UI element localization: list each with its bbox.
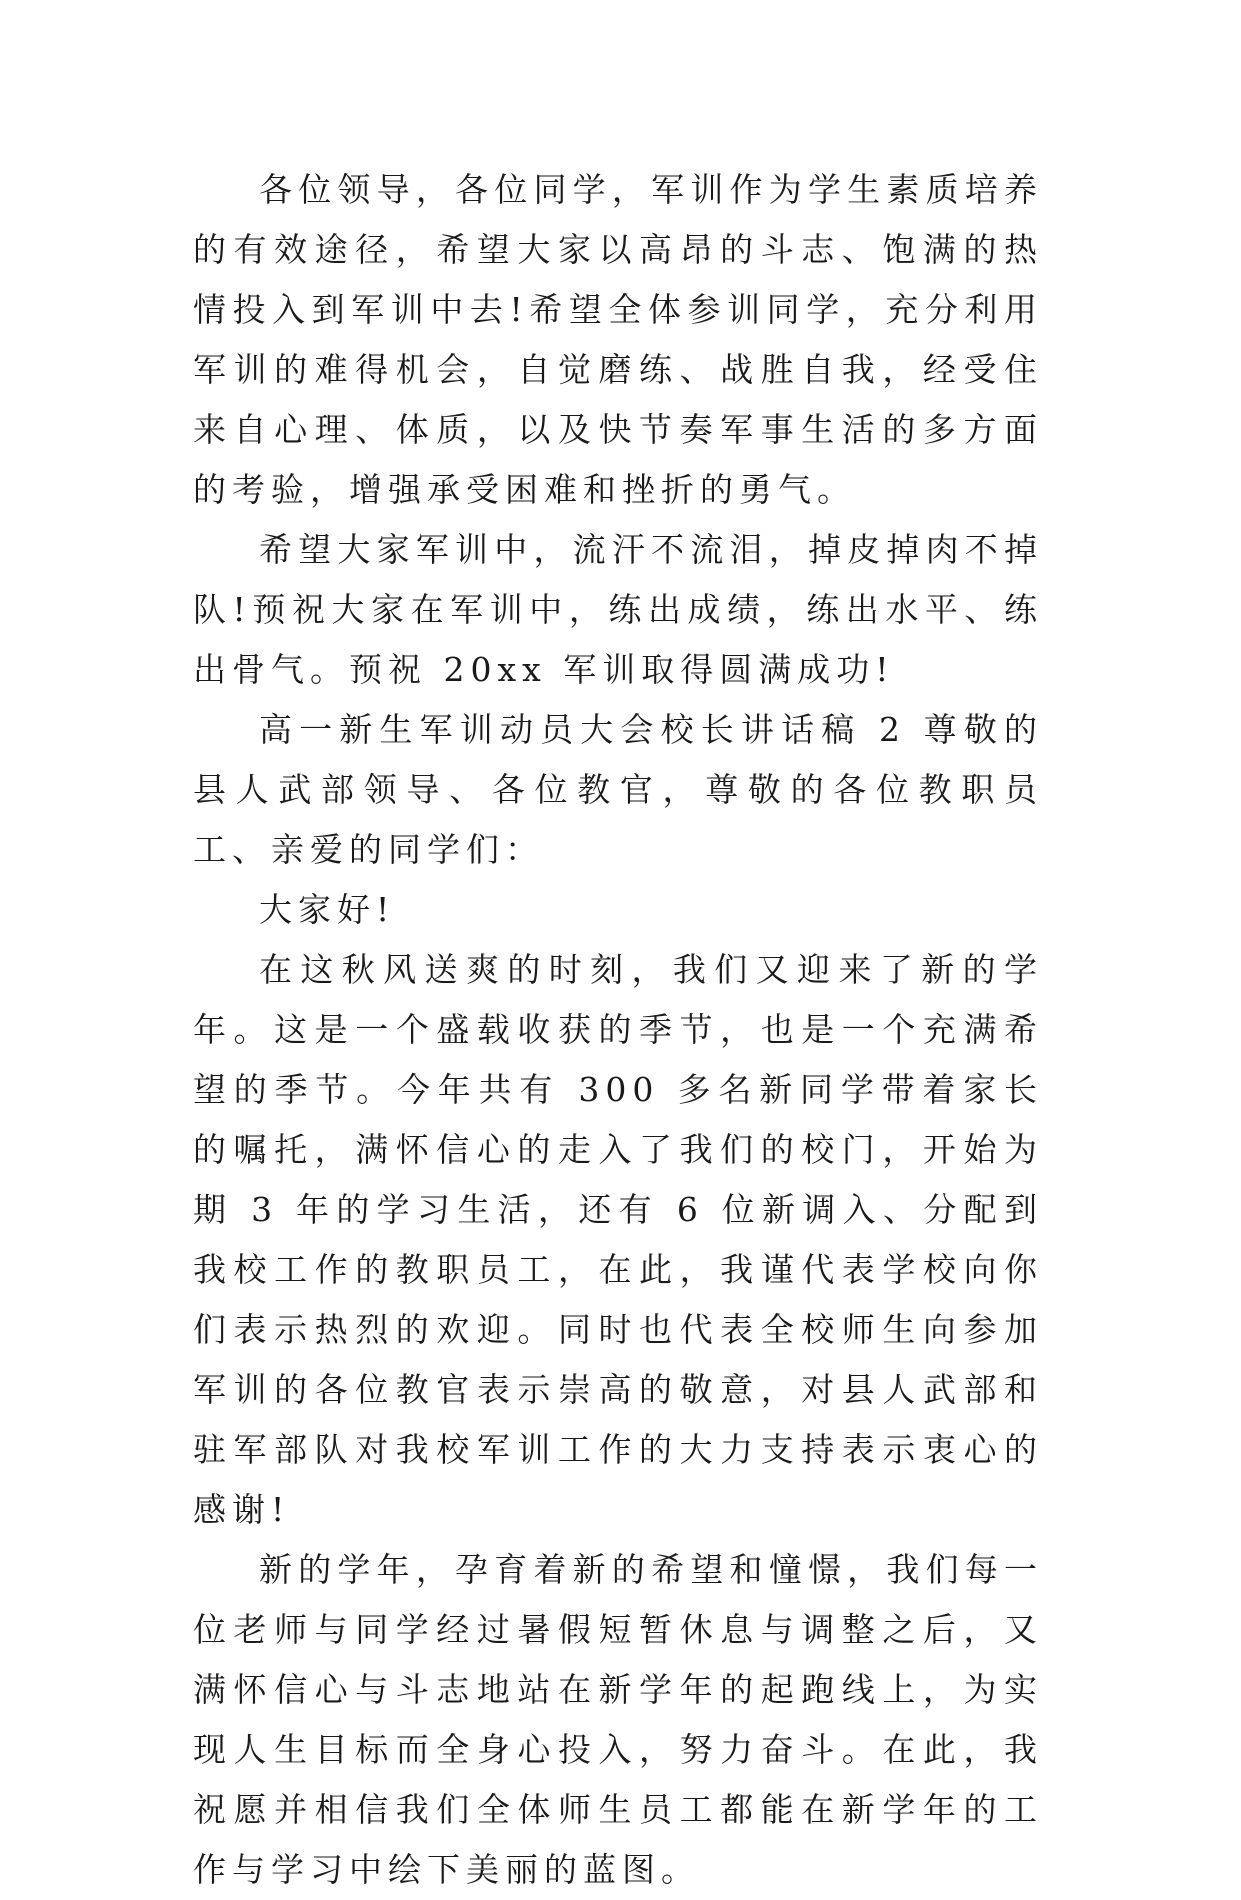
paragraph-speech-title-salutation: 高一新生军训动员大会校长讲话稿 2 尊敬的县人武部领导、各位教官，尊敬的各位教职员工、亲爱的同学们： — [193, 710, 1043, 869]
document-body — [193, 160, 1043, 1900]
paragraph-training-purpose: 各位领导，各位同学，军训作为学生素质培养的有效途径，希望大家以高昂的斗志、饱满的热情投入到军训中去!希望全体参训同学，充分利用军训的难得机会，自觉磨练、战胜自我，经受住来自心理、体质，以及快节奏军事生活的多方面的考验，增强承受困难和挫折的勇气。 — [193, 170, 1043, 509]
paragraph-new-school-year: 新的学年，孕育着新的希望和憧憬，我们每一位老师与同学经过暑假短暂休息与调整之后，又满怀信心与斗志地站在新学年的起跑线上，为实现人生目标而全身心投入，努力奋斗。在此，我祝愿并相信我们全体师生员工都能在新学年的工作与学习中绘下美丽的蓝图。 — [193, 1550, 1043, 1889]
paragraph-welcome: 在这秋风送爽的时刻，我们又迎来了新的学年。这是一个盛载收获的季节，也是一个充满希望的季节。今年共有 300 多名新同学带着家长的嘱托，满怀信心的走入了我们的校门，开始为期 3 年的学习生活，还有 6 位新调入、分配到我校工作的教职员工，在此，我谨代表学校向你们表示热烈的欢迎。同时也代表全校师生向参加军训的各位教官表示崇高的敬意，对县人武部和驻军部队对我校军训工作的大力支持表示衷心的感谢! — [193, 950, 1043, 1529]
paragraph-greeting: 大家好! — [259, 890, 396, 929]
paragraph-training-wishes: 希望大家军训中，流汗不流泪，掉皮掉肉不掉队!预祝大家在军训中，练出成绩，练出水平、练出骨气。预祝 20xx 军训取得圆满成功! — [193, 530, 1043, 689]
